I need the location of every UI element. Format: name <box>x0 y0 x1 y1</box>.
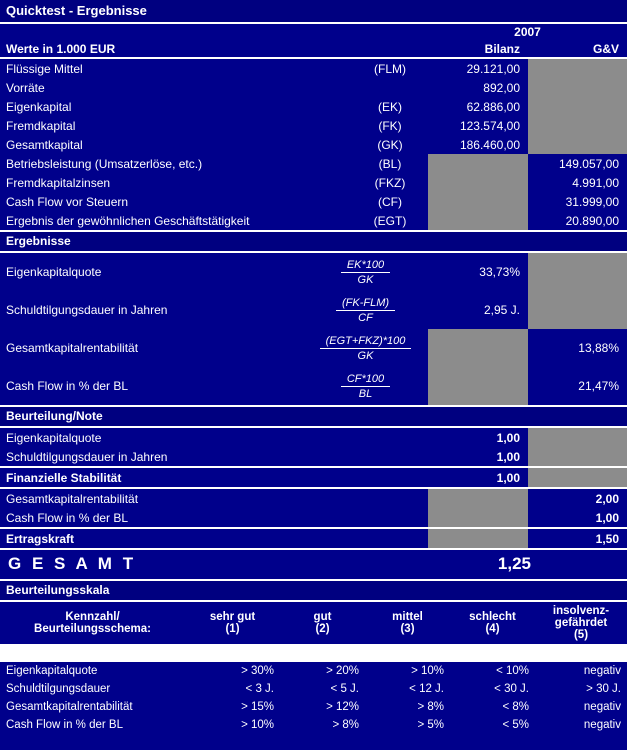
row-bilanz <box>428 211 528 230</box>
row-label: Ergebnis der gewöhnlichen Geschäftstätigkeit <box>6 213 250 228</box>
row-note-1 <box>428 508 528 527</box>
row-formula <box>303 253 428 291</box>
row-abbr: (FLM) <box>374 61 406 76</box>
row-gv <box>528 135 627 154</box>
row-gv: 31.999,00 <box>565 194 620 209</box>
row-note-2: 1,50 <box>595 531 619 546</box>
row-value-gv: 13,88% <box>578 341 619 355</box>
skala-table <box>0 602 627 734</box>
row-value-gv <box>528 253 627 291</box>
row-gv: 4.991,00 <box>572 175 620 190</box>
ergebnisse-table <box>0 253 627 405</box>
row-label: Cash Flow in % der BL <box>6 719 123 731</box>
row-label: Gesamtkapitalrentabilität <box>6 341 139 355</box>
gesamt-label: G E S A M T <box>8 554 137 573</box>
row-value-bilanz: 2,95 J. <box>483 303 520 317</box>
formula-numerator: (EGT+FKZ)*100 <box>320 335 412 349</box>
row-grade-2: > 20% <box>326 665 359 677</box>
table-row <box>0 97 627 116</box>
row-gv <box>528 59 627 78</box>
row-abbr: (FK) <box>378 118 402 133</box>
column-header-row <box>0 40 627 57</box>
row-grade-3: > 10% <box>411 665 444 677</box>
row-note-2 <box>528 428 627 447</box>
row-grade-2: > 12% <box>326 701 359 713</box>
row-abbr: (EGT) <box>373 213 407 228</box>
table-row <box>0 173 627 192</box>
row-value-bilanz <box>428 329 528 367</box>
table-row <box>0 192 627 211</box>
formula-denominator: BL <box>358 387 373 400</box>
row-abbr: (FKZ) <box>374 175 406 190</box>
gesamt-value: 1,25 <box>497 554 531 573</box>
row-grade-2: > 8% <box>332 719 359 731</box>
row-gv <box>528 78 627 97</box>
table-row <box>0 116 627 135</box>
table-row <box>0 662 627 680</box>
row-value-gv <box>528 291 627 329</box>
table-row <box>0 508 627 527</box>
table-row <box>0 428 627 447</box>
table-row <box>0 253 627 291</box>
row-formula <box>303 367 428 405</box>
row-grade-5: negativ <box>583 719 621 731</box>
row-grade-2: < 5 J. <box>330 683 359 695</box>
table-row <box>0 329 627 367</box>
row-gv <box>528 97 627 116</box>
row-gv: 20.890,00 <box>565 213 620 228</box>
table-row <box>0 447 627 466</box>
row-grade-3: < 12 J. <box>409 683 444 695</box>
section-title-ergebnisse: Ergebnisse <box>0 230 627 253</box>
row-label: Schuldtilgungsdauer <box>6 683 111 695</box>
row-label: Betriebsleistung (Umsatzerlöse, etc.) <box>6 156 203 171</box>
row-abbr: (BL) <box>378 156 402 171</box>
table-row <box>0 489 627 508</box>
row-grade-1: > 15% <box>241 701 274 713</box>
row-gv: 149.057,00 <box>558 156 620 171</box>
row-bilanz <box>428 173 528 192</box>
row-label: Schuldtilgungsdauer in Jahren <box>6 303 168 317</box>
header-units: Werte in 1.000 EUR <box>6 41 116 56</box>
row-bilanz: 62.886,00 <box>466 99 520 114</box>
section-title-beurteilung: Beurteilung/Note <box>0 405 627 428</box>
row-formula <box>303 329 428 367</box>
row-abbr: (EK) <box>378 99 402 114</box>
divider <box>0 644 627 662</box>
section-title-skala: Beurteilungsskala <box>0 579 627 602</box>
row-gv <box>528 116 627 135</box>
formula-numerator: CF*100 <box>341 373 390 387</box>
row-label: Fremdkapitalzinsen <box>6 175 111 190</box>
year-header-row <box>0 24 627 40</box>
row-label: Vorräte <box>6 80 45 95</box>
table-row <box>0 78 627 97</box>
table-row <box>0 529 627 548</box>
row-note-1: 1,00 <box>496 449 520 464</box>
table-row <box>0 716 627 734</box>
row-label: Gesamtkapital <box>6 137 83 152</box>
formula-numerator: (FK-FLM) <box>336 297 395 311</box>
skala-header-4: schlecht (4) <box>469 611 516 635</box>
row-grade-4: < 5% <box>502 719 529 731</box>
row-label: Eigenkapitalquote <box>6 265 102 279</box>
row-value-bilanz <box>428 367 528 405</box>
table-row <box>0 468 627 487</box>
row-grade-4: < 10% <box>496 665 529 677</box>
table-row <box>0 367 627 405</box>
header-gv: G&V <box>593 41 620 56</box>
year-label: 2007 <box>514 25 541 39</box>
row-bilanz: 29.121,00 <box>466 61 520 76</box>
row-label: Fremdkapital <box>6 118 76 133</box>
row-label: Ertragskraft <box>6 531 75 546</box>
row-grade-1: > 30% <box>241 665 274 677</box>
row-note-2: 1,00 <box>595 510 619 525</box>
skala-header-5: insolvenz- gefährdet (5) <box>552 605 610 641</box>
skala-header-kennzahl: Kennzahl/ Beurteilungsschema: <box>34 611 151 635</box>
row-label: Flüssige Mittel <box>6 61 83 76</box>
row-note-2 <box>528 447 627 466</box>
row-label: Cash Flow vor Steuern <box>6 194 129 209</box>
row-note-1: 1,00 <box>496 470 520 485</box>
formula-numerator: EK*100 <box>341 259 390 273</box>
row-label: Eigenkapital <box>6 99 72 114</box>
row-grade-3: > 8% <box>417 701 444 713</box>
row-grade-4: < 8% <box>502 701 529 713</box>
row-bilanz <box>428 192 528 211</box>
row-abbr: (GK) <box>377 137 403 152</box>
row-grade-5: > 30 J. <box>586 683 621 695</box>
row-bilanz: 892,00 <box>483 80 520 95</box>
header-bilanz: Bilanz <box>484 41 520 56</box>
table-row <box>0 135 627 154</box>
beurteilung-table <box>0 428 627 550</box>
table-row <box>0 211 627 230</box>
row-label: Eigenkapitalquote <box>6 430 102 445</box>
row-note-1: 1,00 <box>496 430 520 445</box>
row-note-2: 2,00 <box>595 491 619 506</box>
table-row <box>0 698 627 716</box>
row-abbr <box>352 78 428 97</box>
row-label: Schuldtilgungsdauer in Jahren <box>6 449 168 464</box>
row-label: Eigenkapitalquote <box>6 665 98 677</box>
values-table <box>0 24 627 230</box>
skala-header-1: sehr gut (1) <box>209 611 256 635</box>
formula-denominator: GK <box>357 349 374 362</box>
row-label: Cash Flow in % der BL <box>6 510 129 525</box>
skala-header-row <box>0 602 627 644</box>
formula-denominator: CF <box>358 311 373 324</box>
row-abbr: (CF) <box>378 194 402 209</box>
row-grade-3: > 5% <box>417 719 444 731</box>
row-bilanz: 123.574,00 <box>459 118 520 133</box>
row-label: Cash Flow in % der BL <box>6 379 129 393</box>
gesamt-row <box>0 550 627 579</box>
row-grade-5: negativ <box>583 701 621 713</box>
formula-denominator: GK <box>357 273 374 286</box>
row-grade-1: > 10% <box>241 719 274 731</box>
table-row <box>0 154 627 173</box>
table-row <box>0 680 627 698</box>
row-note-2 <box>528 468 627 487</box>
row-formula <box>303 291 428 329</box>
row-bilanz <box>428 154 528 173</box>
row-bilanz: 186.460,00 <box>459 137 520 152</box>
table-row <box>0 59 627 78</box>
skala-header-2: gut (2) <box>313 611 332 635</box>
row-value-gv: 21,47% <box>578 379 619 393</box>
row-label: Gesamtkapitalrentabilität <box>6 701 133 713</box>
row-grade-5: negativ <box>583 665 621 677</box>
row-grade-1: < 3 J. <box>245 683 274 695</box>
skala-header-3: mittel (3) <box>392 611 423 635</box>
row-note-1 <box>428 529 528 548</box>
page-title: Quicktest - Ergebnisse <box>0 0 627 24</box>
row-label: Finanzielle Stabilität <box>6 470 122 485</box>
row-grade-4: < 30 J. <box>494 683 529 695</box>
table-row <box>0 291 627 329</box>
row-value-bilanz: 33,73% <box>479 265 520 279</box>
row-note-1 <box>428 489 528 508</box>
row-label: Gesamtkapitalrentabilität <box>6 491 139 506</box>
